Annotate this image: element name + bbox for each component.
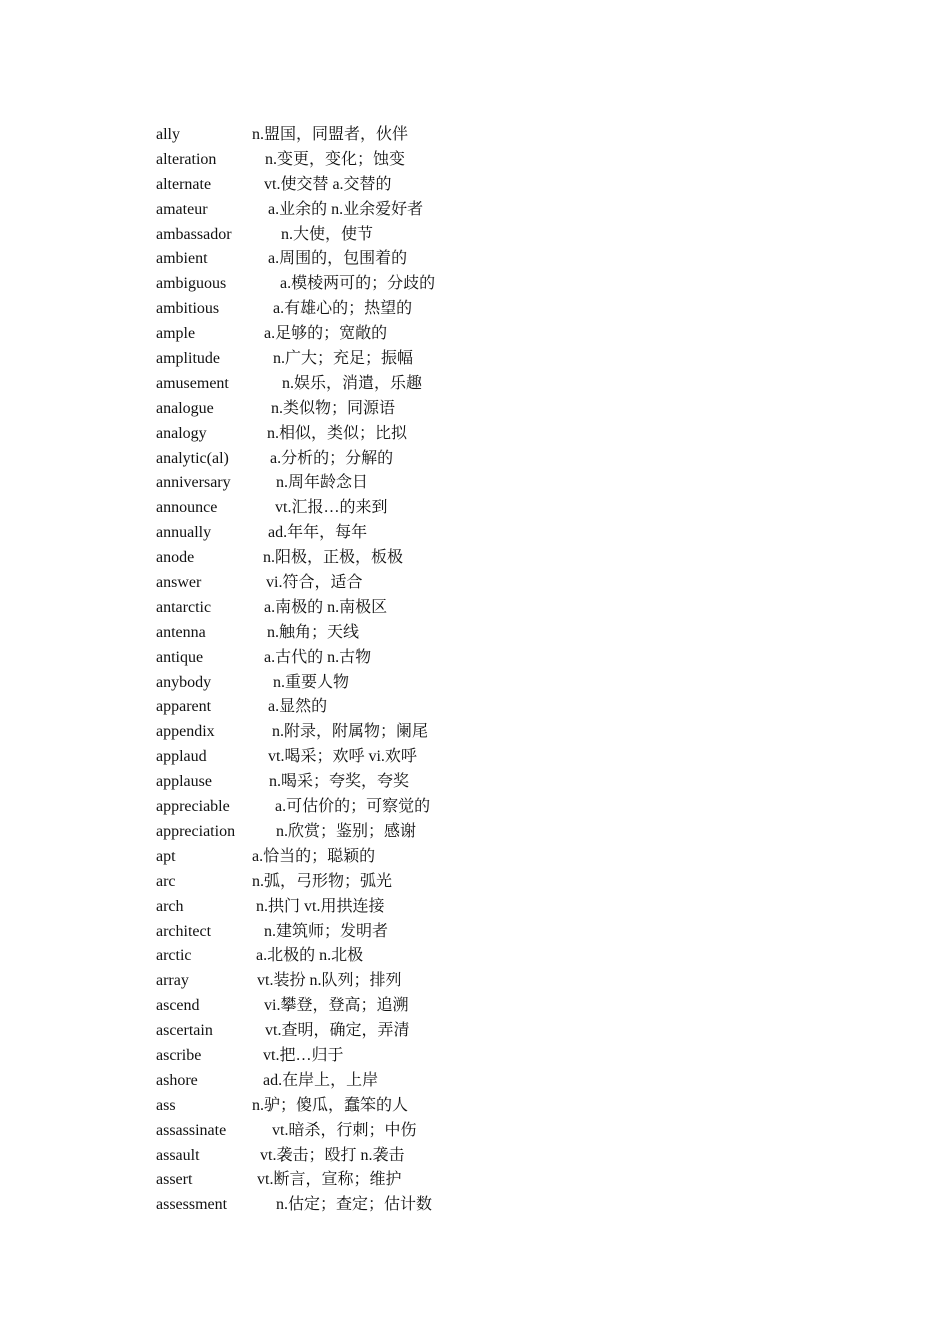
vocab-definition: a.古代的 n.古物 <box>264 648 372 666</box>
vocab-definition: n.类似物；同源语 <box>271 399 396 417</box>
vocab-word: amateur <box>156 200 208 218</box>
vocab-definition: vi.符合，适合 <box>266 574 363 592</box>
vocab-word: analogue <box>156 399 214 417</box>
vocab-definition: n.娱乐，消遣，乐趣 <box>282 374 423 392</box>
vocab-definition: n.估定；查定；估计数 <box>276 1196 433 1214</box>
vocab-word: applaud <box>156 748 207 766</box>
vocab-definition: a.显然的 <box>268 698 328 716</box>
vocab-word: appreciable <box>156 798 230 816</box>
vocab-word: amplitude <box>156 350 220 368</box>
vocab-word: ambassador <box>156 225 232 243</box>
vocab-definition: n.周年龄念日 <box>276 474 369 492</box>
vocab-definition: vt.汇报…的来到 <box>275 499 388 517</box>
vocab-definition: vt.把…归于 <box>263 1046 344 1064</box>
vocab-word: alteration <box>156 150 217 168</box>
vocab-definition: vt.断言，宣称；维护 <box>257 1171 402 1189</box>
vocab-word: ascend <box>156 997 200 1015</box>
vocab-definition: n.阳极，正极，板极 <box>263 549 404 567</box>
vocab-definition: a.有雄心的；热望的 <box>273 300 413 318</box>
vocab-definition: n.弧，弓形物；弧光 <box>252 872 393 890</box>
vocab-word: ambient <box>156 250 208 268</box>
vocab-word: arch <box>156 897 184 915</box>
vocab-word: apparent <box>156 698 212 716</box>
vocab-definition: vt.使交替 a.交替的 <box>264 175 392 193</box>
vocab-word: ashore <box>156 1071 198 1089</box>
vocab-word: ambitious <box>156 300 220 318</box>
vocab-definition: vt.暗杀，行刺；中伤 <box>272 1121 417 1139</box>
vocab-definition: n.变更，变化；蚀变 <box>265 150 406 168</box>
vocab-word: ally <box>156 126 180 143</box>
vocab-definition: a.可估价的；可察觉的 <box>275 798 431 816</box>
vocab-word: assessment <box>156 1196 228 1214</box>
vocab-word: array <box>156 972 189 990</box>
vocab-word: anniversary <box>156 474 231 492</box>
vocab-word: appendix <box>156 723 215 741</box>
vocab-word: assassinate <box>156 1121 227 1139</box>
vocab-definition: a.恰当的；聪颖的 <box>252 847 376 865</box>
vocab-definition: a.分析的；分解的 <box>270 449 394 467</box>
vocab-word: assert <box>156 1171 193 1189</box>
vocab-definition: vt.查明，确定，弄清 <box>265 1022 410 1040</box>
vocab-word: answer <box>156 574 202 592</box>
vocab-word: analytic(al) <box>156 449 229 467</box>
vocab-word: ample <box>156 325 196 343</box>
vocab-definition: ad.在岸上，上岸 <box>263 1071 379 1089</box>
vocab-definition: a.周围的，包围着的 <box>268 250 408 268</box>
vocab-word: ass <box>156 1096 176 1114</box>
vocab-definition: n.喝采；夸奖，夸奖 <box>269 773 410 791</box>
vocab-definition: n.欣赏；鉴别；感谢 <box>276 822 417 840</box>
vocab-definition: vt.喝采；欢呼 vi.欢呼 <box>268 748 417 766</box>
vocab-word: applause <box>156 773 212 791</box>
vocab-word: ambiguous <box>156 275 227 293</box>
vocab-definition: n.建筑师；发明者 <box>264 922 389 940</box>
vocab-definition: vi.攀登，登高；追溯 <box>264 997 409 1015</box>
vocab-definition: vt.袭击；殴打 n.袭击 <box>260 1146 405 1164</box>
vocab-word: anode <box>156 549 195 567</box>
vocab-definition: n.广大；充足；振幅 <box>273 350 414 368</box>
vocab-word: architect <box>156 922 212 940</box>
vocab-word: antique <box>156 648 204 666</box>
vocab-definition: n.盟国，同盟者，伙伴 <box>252 126 409 143</box>
vocab-word: analogy <box>156 424 207 442</box>
vocab-definition: n.附录，附属物；阑尾 <box>272 723 429 741</box>
vocab-word: antenna <box>156 623 206 641</box>
vocab-definition: n.触角；天线 <box>267 623 360 641</box>
vocab-definition: n.驴；傻瓜，蠢笨的人 <box>252 1096 409 1114</box>
vocab-definition: a.业余的 n.业余爱好者 <box>268 200 424 218</box>
vocab-definition: n.大使，使节 <box>281 225 374 243</box>
vocab-word: antarctic <box>156 598 212 616</box>
vocab-word: announce <box>156 499 218 517</box>
vocab-word: anybody <box>156 673 212 691</box>
vocab-definition: ad.年年，每年 <box>268 524 368 542</box>
vocab-definition: n.重要人物 <box>273 673 350 691</box>
vocab-word: assault <box>156 1146 200 1164</box>
vocab-word: ascertain <box>156 1022 213 1040</box>
vocab-word: arctic <box>156 947 192 965</box>
vocab-word: alternate <box>156 175 212 193</box>
vocab-definition: n.拱门 vt.用拱连接 <box>256 897 385 915</box>
vocab-word: annually <box>156 524 212 542</box>
vocab-definition: a.模棱两可的；分歧的 <box>280 275 436 293</box>
vocab-word: apt <box>156 847 176 865</box>
vocab-word: ascribe <box>156 1046 202 1064</box>
vocab-word: amusement <box>156 374 229 392</box>
vocab-definition: n.相似，类似；比拟 <box>267 424 408 442</box>
vocab-definition: a.足够的；宽敞的 <box>264 325 388 343</box>
vocab-definition: a.北极的 n.北极 <box>256 947 364 965</box>
vocab-word: arc <box>156 872 176 890</box>
vocab-definition: vt.装扮 n.队列；排列 <box>257 972 402 990</box>
vocab-definition: a.南极的 n.南极区 <box>264 598 388 616</box>
vocab-word: appreciation <box>156 822 236 840</box>
